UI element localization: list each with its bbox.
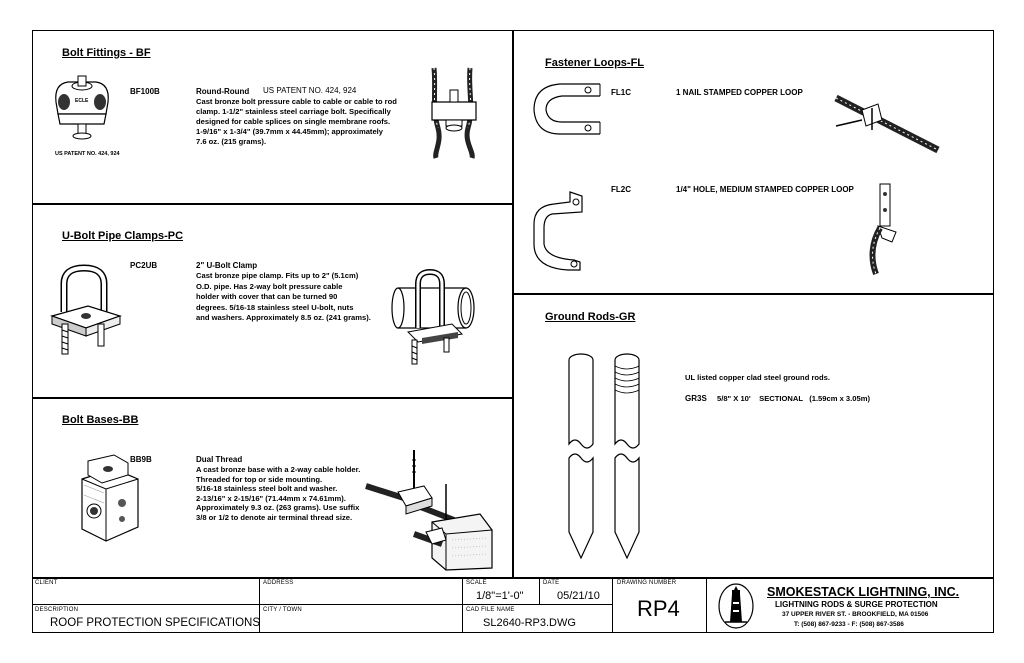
fl2c-code: FL2C — [611, 185, 631, 194]
client-label: CLIENT — [35, 580, 58, 586]
fl1c-loop-drawing — [530, 76, 602, 142]
bf100b-description: Cast bronze bolt pressure cable to cable or cable to rod clamp. 1-1/2" stainless steel carriage bolt. Specifically designed for cable splices on single membrane roofs. 1-9/16" x 1-3/4" (39.7mm x 44.45mm); approximately 7.6 oz. (215 grams). — [196, 97, 397, 146]
fl1c-code: FL1C — [611, 88, 631, 97]
bolt-bases-title: Bolt Bases-BB — [62, 414, 139, 426]
pc2ub-clamp-drawing — [48, 262, 128, 370]
fastener-loops-title: Fastener Loops-FL — [545, 57, 645, 69]
bb9b-name: Dual Thread — [196, 455, 243, 464]
divider-right-1 — [512, 293, 994, 295]
gr3s-spec: 5/8" X 10' SECTIONAL (1.59cm x 3.05m) — [717, 394, 870, 403]
description-label: DESCRIPTION — [35, 607, 79, 613]
company-tagline: LIGHTNING RODS & SURGE PROTECTION — [775, 600, 938, 609]
ground-rods-title: Ground Rods-GR — [545, 311, 636, 323]
divider-left-1 — [32, 203, 512, 205]
bf100b-patent: US PATENT NO. 424, 924 — [263, 86, 357, 95]
bb9b-installed-drawing — [362, 448, 494, 570]
bf100b-code: BF100B — [130, 87, 160, 96]
company-phone: T: (508) 867-9233 - F: (508) 867-3586 — [794, 621, 904, 628]
fl1c-installed-drawing — [832, 88, 942, 156]
ground-rod-plain-drawing — [566, 352, 596, 562]
title-block-top — [32, 577, 994, 579]
pc2ub-code: PC2UB — [130, 261, 158, 270]
bb9b-base-drawing — [74, 455, 146, 545]
drawing-number-label: DRAWING NUMBER — [617, 580, 677, 586]
gr3s-code: GR3S — [685, 394, 707, 403]
cad-file-value: SL2640-RP3.DWG — [483, 617, 576, 629]
fl2c-name: 1/4" HOLE, MEDIUM STAMPED COPPER LOOP — [676, 185, 854, 194]
bf100b-clamp-drawing — [50, 72, 114, 144]
description-value: ROOF PROTECTION SPECIFICATIONS — [50, 617, 260, 629]
company-address: 37 UPPER RIVER ST. - BROOKFIELD, MA 01506 — [782, 611, 929, 618]
ubolt-title: U-Bolt Pipe Clamps-PC — [62, 230, 184, 242]
scale-value: 1/8"=1'-0" — [476, 590, 524, 602]
lighthouse-logo-icon — [717, 582, 755, 630]
bf100b-image-caption: US PATENT NO. 424, 924 — [55, 151, 120, 157]
pc2ub-description: Cast bronze pipe clamp. Fits up to 2" (5.1cm) O.D. pipe. Has 2-way bolt pressure cable holder with cover that can be turned 90 degrees. 5/16-18 stainless steel U-bolt, nuts and washers. Approximately 8.5 oz. (241 grams). — [196, 271, 371, 322]
title-block-mid — [32, 604, 612, 605]
date-label: DATE — [543, 580, 560, 586]
tb-col-3 — [539, 577, 540, 604]
divider-left-2 — [32, 397, 512, 399]
cad-file-label: CAD FILE NAME — [466, 607, 515, 613]
tb-col-5 — [706, 577, 707, 633]
company-name: SMOKESTACK LIGHTNING, INC. — [767, 585, 960, 599]
tb-col-4 — [612, 577, 613, 633]
tb-col-2 — [462, 577, 463, 633]
date-value: 05/21/10 — [557, 590, 600, 602]
divider-vertical-main — [512, 30, 514, 577]
ground-rod-threaded-drawing — [612, 352, 642, 562]
city-label: CITY / TOWN — [263, 607, 302, 613]
address-label: ADDRESS — [263, 580, 294, 586]
scale-label: SCALE — [466, 580, 487, 586]
bf100b-installed-drawing — [422, 68, 486, 158]
pc2ub-installed-drawing — [392, 262, 492, 372]
bf100b-logo-text: ECLE — [75, 98, 89, 104]
bf100b-name: Round-Round — [196, 87, 250, 96]
fl2c-loop-drawing — [530, 188, 586, 272]
ground-rods-note: UL listed copper clad steel ground rods. — [685, 373, 831, 382]
drawing-number-value: RP4 — [637, 596, 680, 621]
bolt-fittings-title: Bolt Fittings - BF — [62, 47, 151, 59]
pc2ub-name: 2" U-Bolt Clamp — [196, 261, 258, 270]
fl1c-name: 1 NAIL STAMPED COPPER LOOP — [676, 88, 803, 97]
bb9b-description: A cast bronze base with a 2-way cable holder. Threaded for top or side mounting. 5/16-18 stainless steel bolt and washer. 2-13/16" x 2-15/16" (71.44mm x 74.61mm). Approximately 9.3 oz. (263 grams). Use suffix 3/8 or 1/2 to denote air terminal thread size. — [196, 465, 361, 522]
fl2c-installed-drawing — [862, 182, 912, 276]
bb9b-code: BB9B — [130, 455, 152, 464]
